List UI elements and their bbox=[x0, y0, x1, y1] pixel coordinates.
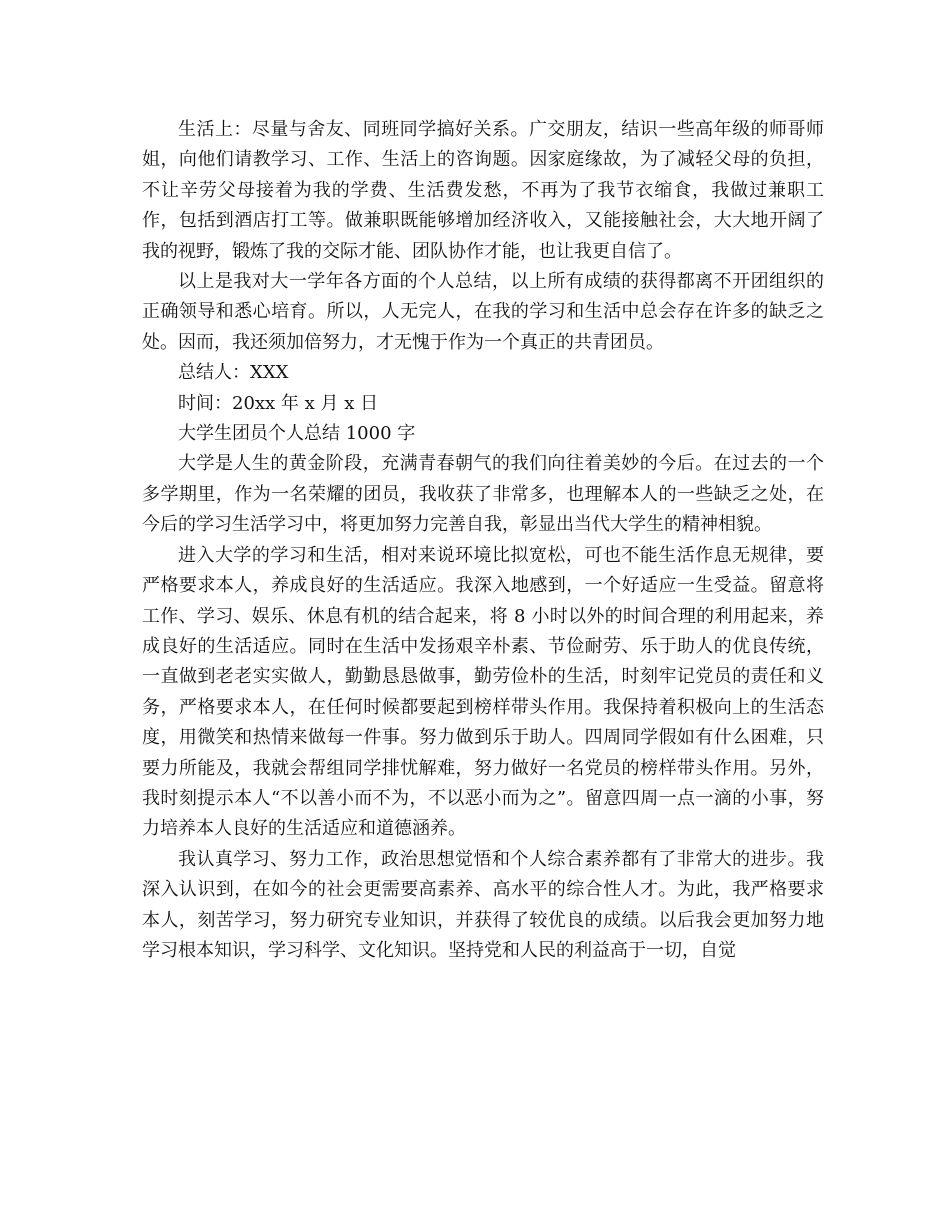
document-body bbox=[142, 115, 824, 966]
paragraph-study: 我认真学习、努力工作，政治思想觉悟和个人综合素养都有了非常大的进步。我深入认识到，在如今的社会更需要高素养、高水平的综合性人才。为此，我严格要求本人，刻苦学习，努力研究专业知识，并获得了较优良的成绩。以后我会更加努力地学习根本知识，学习科学、文化知识。坚持党和人民的利益高于一切，自觉 bbox=[142, 848, 824, 961]
paragraph-habits: 进入大学的学习和生活，相对来说环境比拟宽松，可也不能生活作息无规律，要严格要求本人，养成良好的生活适应。我深入地感到，一个好适应一生受益。留意将工作、学习、娱乐、休息有机的结合起来，将 8 小时以外的时间合理的利用起来，养成良好的生活适应。同时在生活中发扬艰辛朴素、节俭耐劳、乐于助人的优良传统，一直做到老老实实做人，勤勤恳恳做事，勤劳俭朴的生活，时刻牢记党员的责任和义务，严格要求本人，在任何时候都要起到榜样带头作用。我保持着积极向上的生活态度，用微笑和热情来做每一件事。努力做到乐于助人。四周同学假如有什么困难，只要力所能及，我就会帮组同学排忧解难，努力做好一名党员的榜样带头作用。另外，我时刻提示本人“不以善小而不为，不以恶小而为之”。留意四周一点一滴的小事，努力培养本人良好的生活适应和道德涵养。 bbox=[142, 544, 824, 840]
paragraph-summary: 以上是我对大一学年各方面的个人总结，以上所有成绩的获得都离不开团组织的正确领导和悉心培育。所以，人无完人，在我的学习和生活中总会存在许多的缺乏之处。因而，我还须加倍努力，才无愧于作为一个真正的共青团员。 bbox=[142, 271, 824, 353]
summarizer-line: 总结人：XXX bbox=[178, 362, 289, 384]
paragraph-intro: 大学是人生的黄金阶段，充满青春朝气的我们向往着美妙的今后。在过去的一个多学期里，作为一名荣耀的团员，我收获了非常多，也理解本人的一些缺乏之处，在今后的学习生活学习中，将更加努力完善自我，彰显出当代大学生的精神相貌。 bbox=[142, 453, 824, 536]
paragraph-life: 生活上：尽量与舍友、同班同学搞好关系。广交朋友，结识一些高年级的师哥师姐，向他们请教学习、工作、生活上的咨询题。因家庭缘故，为了减轻父母的负担，不让辛劳父母接着为我的学费、生活费发愁，不再为了我节衣缩食，我做过兼职工作，包括到酒店打工等。做兼职既能够增加经济收入，又能接触社会，大大地开阔了我的视野，锻炼了我的交际才能、团队协作才能，也让我更自信了。 bbox=[142, 119, 824, 262]
date-line: 时间：20xx 年 x 月 x 日 bbox=[178, 392, 379, 414]
section-title: 大学生团员个人总结 1000 字 bbox=[178, 423, 416, 445]
